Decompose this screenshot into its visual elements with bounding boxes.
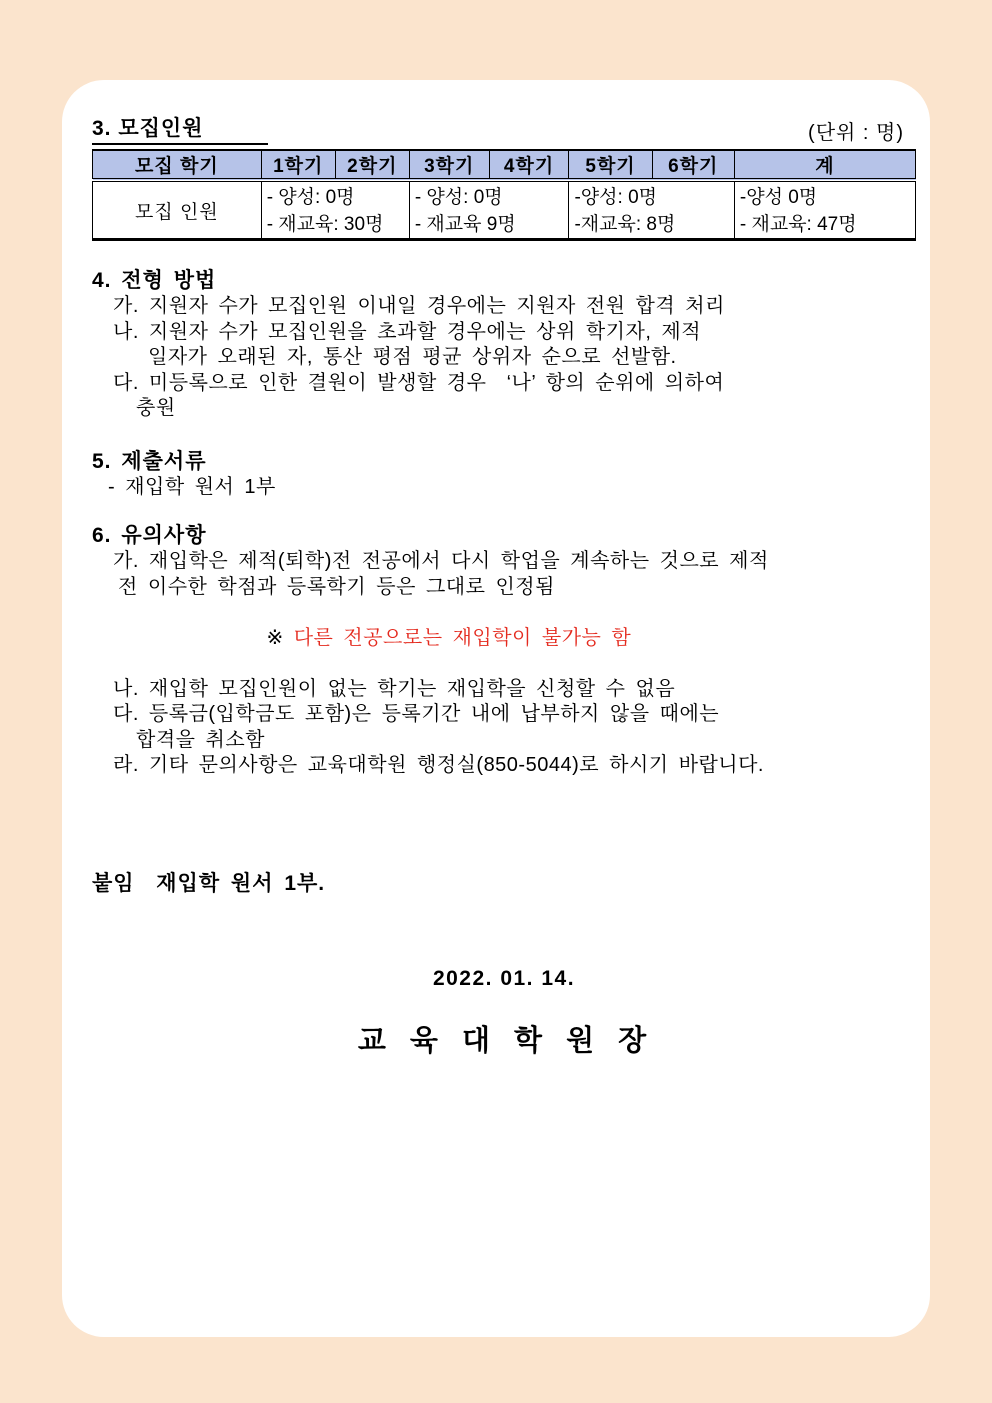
data-cell-total [734, 180, 915, 240]
section-4-item-da-cont: 충원 [136, 397, 176, 419]
section-4 [92, 268, 916, 422]
section-5 [92, 449, 916, 501]
section-3-title-text: 3. 모집인원 [92, 112, 268, 145]
section-4-item-ga: 가. 지원자 수가 모집인원 이내일 경우에는 지원자 전원 합격 처리 [113, 295, 725, 317]
section-6-item-na: 나. 재입학 모집인원이 없는 학기는 재입학을 신청할 수 없음 [113, 677, 676, 700]
red-warning-text: 다른 전공으로는 재입학이 불가능 함 [293, 626, 632, 649]
section-4-item-da: 다. 미등록으로 인한 결원이 발생할 경우 ‘나’ 항의 순위에 의하여 [113, 371, 725, 394]
header-cell-total: 계 [734, 150, 915, 180]
row-label-cell: 모집 인원 [93, 180, 262, 240]
section-6-title: 6. 유의사항 [92, 524, 207, 547]
section-4-title: 4. 전형 방법 [92, 269, 217, 292]
attachment-note: 붙임 재입학 원서 1부. [92, 871, 326, 895]
section-3-title [92, 112, 268, 145]
reference-mark-icon: ※ [266, 626, 284, 649]
section-6-item-ga: 가. 재입학은 제적(퇴학)전 전공에서 다시 학업을 계속하는 것으로 제적 [113, 550, 769, 572]
section-6-red-note [92, 600, 916, 677]
section-6-item-ga-cont: 전 이수한 학점과 등록학기 등은 그대로 인정됨 [118, 575, 555, 598]
table-body-row [93, 180, 916, 240]
data-cell-sem56 [569, 180, 734, 240]
section-6-item-da: 다. 등록금(입학금도 포함)은 등록기간 내에 납부하지 않을 때에는 [113, 703, 720, 725]
cell-sem12-line2: - 재교육: 30명 [266, 213, 384, 235]
section-5-title: 5. 제출서류 [92, 449, 207, 473]
signature-title: 교 육 대 학 원 장 [357, 1024, 651, 1057]
table-header-row [93, 150, 916, 180]
section-5-item: - 재입학 원서 1부 [108, 475, 276, 498]
header-cell-sem5: 5학기 [569, 150, 652, 180]
cell-sem34-line2: - 재교육 9명 [414, 213, 516, 235]
document-date: 2022. 01. 14. [432, 966, 576, 990]
section-6-item-da-cont: 합격을 취소함 [136, 728, 265, 751]
unit-note: (단위 : 명) [808, 122, 904, 144]
cell-sem34-line1: - 양성: 0명 [414, 186, 503, 208]
section-4-item-na: 나. 지원자 수가 모집인원을 초과할 경우에는 상위 학기자, 제적 [113, 320, 702, 343]
header-cell-semester-label: 모집 학기 [93, 150, 262, 180]
recruitment-table [92, 149, 916, 241]
data-cell-sem12 [261, 180, 409, 240]
header-cell-sem2: 2학기 [335, 150, 409, 180]
section-3-heading-row [92, 112, 916, 145]
header-cell-sem3: 3학기 [409, 150, 489, 180]
cell-total-line2: - 재교육: 47명 [739, 213, 857, 235]
header-cell-sem1: 1학기 [261, 150, 335, 180]
cell-total-line1: -양성 0명 [739, 186, 818, 208]
header-cell-sem6: 6학기 [652, 150, 734, 180]
header-cell-sem4: 4학기 [489, 150, 569, 180]
document-card [62, 80, 930, 1337]
cell-sem56-line2: -재교육: 8명 [574, 213, 676, 235]
cell-sem12-line1: - 양성: 0명 [266, 186, 355, 208]
cell-sem56-line1: -양성: 0명 [574, 186, 657, 208]
section-6-item-ra: 라. 기타 문의사항은 교육대학원 행정실(850-5044)로 하시기 바랍니다. [113, 754, 764, 776]
section-6 [92, 523, 916, 779]
section-4-item-na-cont: 일자가 오래된 자, 통산 평점 평균 상위자 순으로 선발함. [148, 346, 677, 368]
data-cell-sem34 [409, 180, 569, 240]
